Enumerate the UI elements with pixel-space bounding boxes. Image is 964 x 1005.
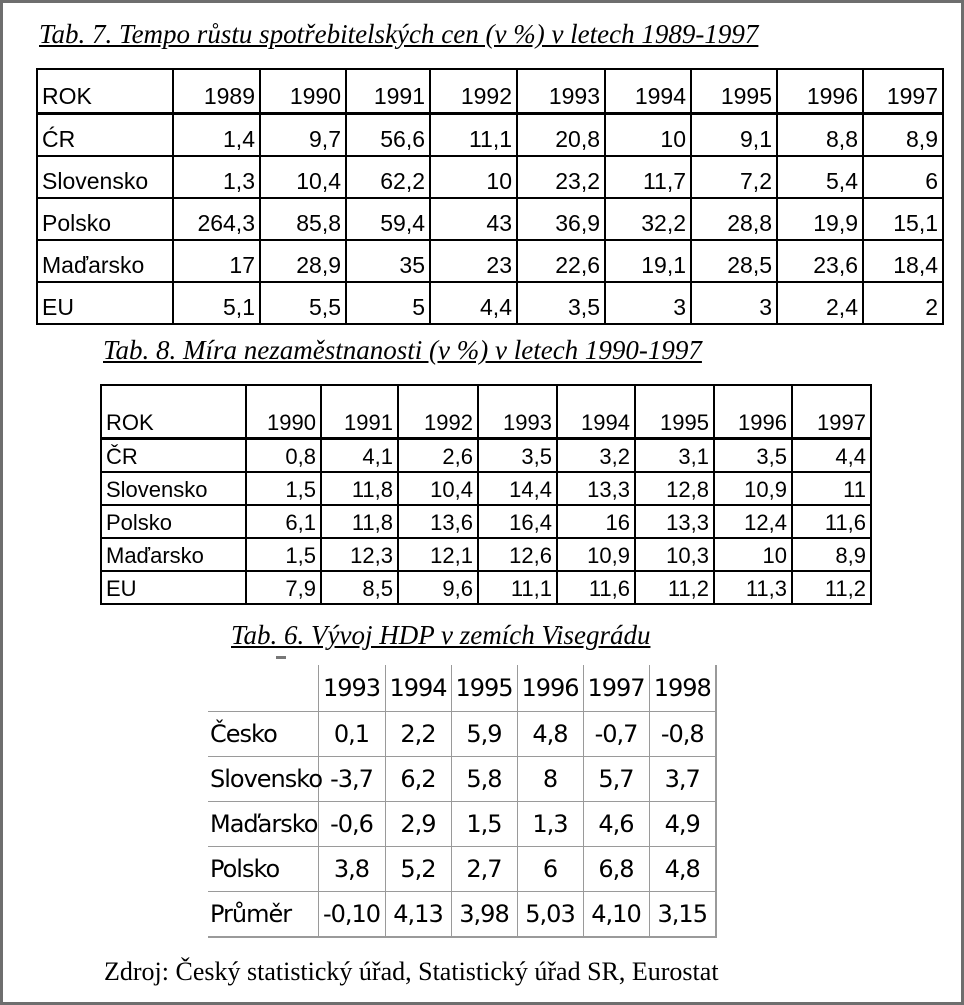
value-cell: 1,3 [173, 156, 260, 198]
value-cell: 3,1 [635, 439, 714, 473]
value-cell: 16 [557, 505, 635, 538]
value-cell: 3,5 [478, 439, 557, 473]
value-cell: 8,9 [792, 538, 871, 571]
value-cell: 9,1 [691, 114, 777, 157]
header-year-cell: 1992 [398, 385, 478, 439]
value-cell: 4,4 [430, 282, 517, 324]
corner-tick-mark [276, 656, 286, 659]
header-year-cell: 1996 [714, 385, 792, 439]
table-row [208, 757, 716, 802]
value-cell: 1,5 [451, 802, 517, 847]
value-cell: 23 [430, 240, 517, 282]
table-row [101, 439, 871, 473]
value-cell: 6,1 [246, 505, 321, 538]
value-cell: 9,7 [260, 114, 346, 157]
row-label-cell: Polsko [101, 505, 246, 538]
header-year-cell: 1994 [605, 69, 691, 114]
value-cell: 11,2 [635, 571, 714, 604]
value-cell: -3,7 [318, 757, 385, 802]
value-cell: 2,2 [385, 712, 451, 757]
value-cell: 6,2 [385, 757, 451, 802]
value-cell: 11,2 [792, 571, 871, 604]
value-cell: 8,8 [777, 114, 863, 157]
table-row [37, 240, 943, 282]
value-cell: 3 [691, 282, 777, 324]
row-label-cell: Maďarsko [208, 802, 318, 847]
value-cell: 10 [430, 156, 517, 198]
table-row [208, 847, 716, 892]
row-label-cell: Polsko [37, 198, 173, 240]
value-cell: 1,5 [246, 538, 321, 571]
table-row [101, 571, 871, 604]
value-cell: 11 [792, 472, 871, 505]
value-cell: 85,8 [260, 198, 346, 240]
table-row [101, 538, 871, 571]
value-cell: 4,9 [649, 802, 716, 847]
header-year-cell: 1991 [321, 385, 398, 439]
value-cell: 4,8 [649, 847, 716, 892]
value-cell: 11,8 [321, 505, 398, 538]
value-cell: 6 [517, 847, 583, 892]
value-cell: 8,5 [321, 571, 398, 604]
table6-body [208, 665, 716, 937]
value-cell: 11,6 [792, 505, 871, 538]
table8-body [101, 385, 871, 604]
table6-gdp-visegrad [208, 665, 717, 938]
header-year-cell: 1997 [863, 69, 943, 114]
header-year-cell: 1989 [173, 69, 260, 114]
value-cell: 1,5 [246, 472, 321, 505]
value-cell: 10,4 [260, 156, 346, 198]
value-cell: 13,3 [635, 505, 714, 538]
header-year-cell: 1993 [478, 385, 557, 439]
value-cell: 5 [346, 282, 430, 324]
value-cell: 3,5 [714, 439, 792, 473]
value-cell: 13,6 [398, 505, 478, 538]
value-cell: 22,6 [517, 240, 605, 282]
row-label-cell: Slovensko [208, 757, 318, 802]
value-cell: 3,5 [517, 282, 605, 324]
header-year-cell: 1994 [557, 385, 635, 439]
table-row [37, 114, 943, 157]
value-cell: 32,2 [605, 198, 691, 240]
row-label-cell: Slovensko [37, 156, 173, 198]
value-cell: 18,4 [863, 240, 943, 282]
value-cell: 10 [605, 114, 691, 157]
header-year-cell: 1990 [260, 69, 346, 114]
table6-caption: Tab. 6. Vývoj HDP v zemích Visegrádu [231, 620, 651, 650]
value-cell: 10,9 [714, 472, 792, 505]
value-cell: 5,1 [173, 282, 260, 324]
row-label-cell: ĆR [37, 114, 173, 157]
table-row [37, 282, 943, 324]
value-cell: 62,2 [346, 156, 430, 198]
header-year-cell: 1997 [583, 665, 649, 712]
value-cell: 2,4 [777, 282, 863, 324]
row-label-cell: ČR [101, 439, 246, 473]
value-cell: 12,3 [321, 538, 398, 571]
value-cell: 10,9 [557, 538, 635, 571]
header-label-cell [208, 665, 318, 712]
value-cell: 3,2 [557, 439, 635, 473]
table7-body [37, 69, 943, 324]
value-cell: 2,9 [385, 802, 451, 847]
value-cell: 35 [346, 240, 430, 282]
value-cell: 4,8 [517, 712, 583, 757]
header-year-cell: 1992 [430, 69, 517, 114]
value-cell: 23,6 [777, 240, 863, 282]
value-cell: 8,9 [863, 114, 943, 157]
value-cell: 9,6 [398, 571, 478, 604]
value-cell: -0,6 [318, 802, 385, 847]
table7-consumer-prices [36, 68, 944, 325]
value-cell: 11,1 [478, 571, 557, 604]
value-cell: 5,5 [260, 282, 346, 324]
value-cell: -0,7 [583, 712, 649, 757]
value-cell: 2 [863, 282, 943, 324]
value-cell: 0,8 [246, 439, 321, 473]
value-cell: 13,3 [557, 472, 635, 505]
value-cell: 264,3 [173, 198, 260, 240]
header-year-cell: 1990 [246, 385, 321, 439]
value-cell: -0,10 [318, 892, 385, 938]
value-cell: 10,3 [635, 538, 714, 571]
header-label-cell: ROK [37, 69, 173, 114]
value-cell: 43 [430, 198, 517, 240]
value-cell: 28,9 [260, 240, 346, 282]
value-cell: 16,4 [478, 505, 557, 538]
value-cell: 11,3 [714, 571, 792, 604]
table-row [208, 802, 716, 847]
row-label-cell: Maďarsko [101, 538, 246, 571]
table8-header-row [101, 385, 871, 439]
value-cell: 5,4 [777, 156, 863, 198]
value-cell: 7,2 [691, 156, 777, 198]
header-year-cell: 1995 [635, 385, 714, 439]
header-year-cell: 1998 [649, 665, 716, 712]
table8-caption: Tab. 8. Míra nezaměstnanosti (v %) v letech 1990-1997 [103, 335, 702, 365]
value-cell: 4,4 [792, 439, 871, 473]
value-cell: 19,9 [777, 198, 863, 240]
row-label-cell: Česko [208, 712, 318, 757]
value-cell: 59,4 [346, 198, 430, 240]
value-cell: 11,8 [321, 472, 398, 505]
value-cell: 3,98 [451, 892, 517, 938]
value-cell: 0,1 [318, 712, 385, 757]
source-note: Zdroj: Český statistický úřad, Statistický úřad SR, Eurostat [104, 957, 719, 986]
header-year-cell: 1997 [792, 385, 871, 439]
value-cell: 6,8 [583, 847, 649, 892]
header-year-cell: 1996 [517, 665, 583, 712]
value-cell: 12,6 [478, 538, 557, 571]
row-label-cell: EU [101, 571, 246, 604]
header-year-cell: 1994 [385, 665, 451, 712]
value-cell: 56,6 [346, 114, 430, 157]
table7-header-row [37, 69, 943, 114]
header-year-cell: 1996 [777, 69, 863, 114]
table6-header-row [208, 665, 716, 712]
row-label-cell: Maďarsko [37, 240, 173, 282]
table-row [37, 198, 943, 240]
table-row [37, 156, 943, 198]
row-label-cell: Průměr [208, 892, 318, 938]
value-cell: 4,6 [583, 802, 649, 847]
value-cell: 1,4 [173, 114, 260, 157]
value-cell: 23,2 [517, 156, 605, 198]
value-cell: 3,7 [649, 757, 716, 802]
value-cell: 17 [173, 240, 260, 282]
value-cell: 4,10 [583, 892, 649, 938]
header-year-cell: 1995 [691, 69, 777, 114]
value-cell: 7,9 [246, 571, 321, 604]
value-cell: 36,9 [517, 198, 605, 240]
value-cell: 3,8 [318, 847, 385, 892]
row-label-cell: Slovensko [101, 472, 246, 505]
table-row [208, 892, 716, 938]
value-cell: 11,6 [557, 571, 635, 604]
value-cell: 2,6 [398, 439, 478, 473]
value-cell: 10,4 [398, 472, 478, 505]
header-label-cell: ROK [101, 385, 246, 439]
value-cell: -0,8 [649, 712, 716, 757]
table7-caption: Tab. 7. Tempo růstu spotřebitelských cen (v %) v letech 1989-1997 [39, 19, 759, 49]
header-year-cell: 1991 [346, 69, 430, 114]
row-label-cell: Polsko [208, 847, 318, 892]
value-cell: 28,5 [691, 240, 777, 282]
value-cell: 4,13 [385, 892, 451, 938]
value-cell: 12,1 [398, 538, 478, 571]
value-cell: 3,15 [649, 892, 716, 938]
header-year-cell: 1993 [517, 69, 605, 114]
value-cell: 28,8 [691, 198, 777, 240]
value-cell: 4,1 [321, 439, 398, 473]
table8-unemployment [100, 384, 872, 605]
value-cell: 19,1 [605, 240, 691, 282]
value-cell: 11,1 [430, 114, 517, 157]
value-cell: 12,4 [714, 505, 792, 538]
table-row [101, 505, 871, 538]
table-row [101, 472, 871, 505]
value-cell: 11,7 [605, 156, 691, 198]
value-cell: 5,03 [517, 892, 583, 938]
value-cell: 8 [517, 757, 583, 802]
table-row [208, 712, 716, 757]
value-cell: 1,3 [517, 802, 583, 847]
value-cell: 10 [714, 538, 792, 571]
value-cell: 5,9 [451, 712, 517, 757]
value-cell: 15,1 [863, 198, 943, 240]
value-cell: 5,7 [583, 757, 649, 802]
value-cell: 6 [863, 156, 943, 198]
value-cell: 2,7 [451, 847, 517, 892]
value-cell: 20,8 [517, 114, 605, 157]
value-cell: 5,2 [385, 847, 451, 892]
header-year-cell: 1993 [318, 665, 385, 712]
value-cell: 12,8 [635, 472, 714, 505]
header-year-cell: 1995 [451, 665, 517, 712]
value-cell: 3 [605, 282, 691, 324]
value-cell: 5,8 [451, 757, 517, 802]
row-label-cell: EU [37, 282, 173, 324]
value-cell: 14,4 [478, 472, 557, 505]
